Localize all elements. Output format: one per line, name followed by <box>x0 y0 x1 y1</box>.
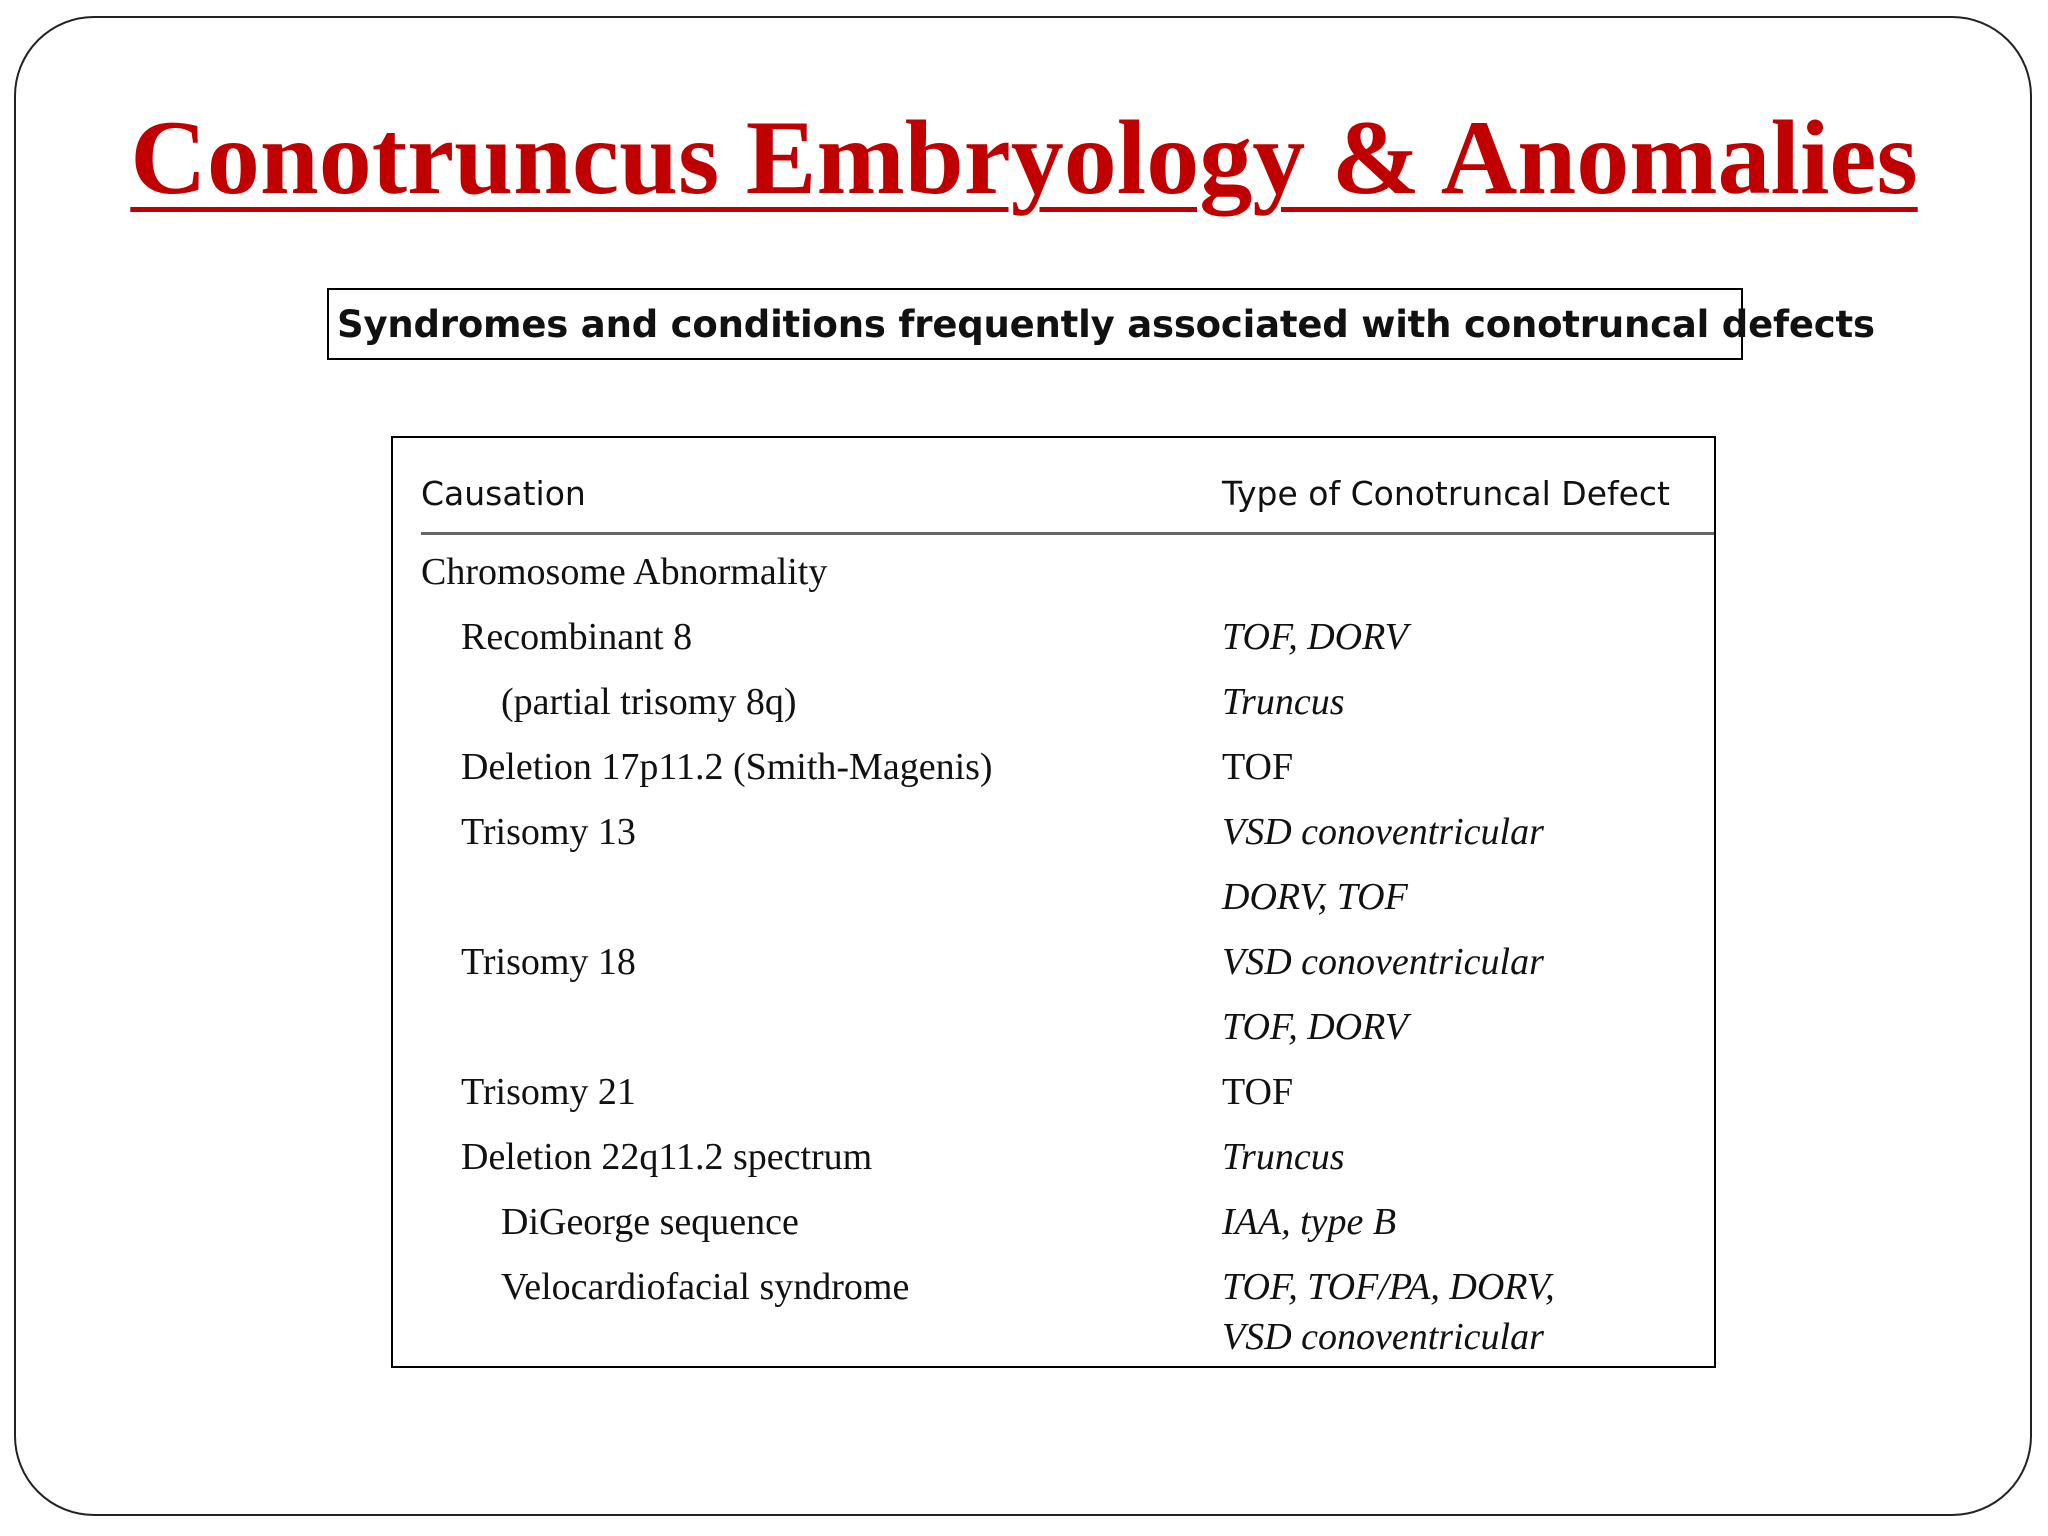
causation-cell: DiGeorge sequence <box>501 1201 799 1243</box>
column-header-causation: Causation <box>421 474 586 513</box>
defect-cell: TOF, TOF/PA, DORV, <box>1222 1266 1555 1308</box>
defect-cell: TOF, DORV <box>1222 1006 1408 1048</box>
slide-title: Conotruncus Embryology & Anomalies <box>130 99 1918 216</box>
table-header-row <box>421 438 1714 535</box>
defect-cell: VSD conoventricular <box>1222 811 1544 853</box>
defect-cell: VSD conoventricular <box>1222 941 1544 983</box>
table-row <box>393 1135 1714 1195</box>
table-row <box>393 940 1714 1000</box>
table-caption: Syndromes and conditions frequently associated with conotruncal defects <box>337 302 1875 346</box>
defect-cell: DORV, TOF <box>1222 876 1408 918</box>
defect-cell: TOF <box>1222 746 1294 788</box>
causation-cell: Trisomy 21 <box>461 1071 636 1113</box>
causation-cell: Velocardiofacial syndrome <box>501 1266 910 1308</box>
causation-cell: Trisomy 13 <box>461 811 636 853</box>
defect-cell: TOF, DORV <box>1222 616 1408 658</box>
table-row <box>393 615 1714 675</box>
table-row <box>393 745 1714 805</box>
table-row <box>393 1070 1714 1130</box>
causation-cell: Deletion 22q11.2 spectrum <box>461 1136 873 1178</box>
defect-cell: VSD conoventricular <box>1222 1316 1544 1358</box>
table-row <box>393 550 1714 610</box>
column-header-defect-type: Type of Conotruncal Defect <box>1222 474 1670 513</box>
table-row <box>393 810 1714 870</box>
causation-cell: Trisomy 18 <box>461 941 636 983</box>
causation-cell: (partial trisomy 8q) <box>501 681 797 723</box>
causation-cell: Recombinant 8 <box>461 616 693 658</box>
table-row <box>393 875 1714 935</box>
table-row <box>393 1200 1714 1260</box>
defect-cell: Truncus <box>1222 681 1345 723</box>
syndromes-table <box>391 436 1716 1368</box>
table-row <box>393 1315 1714 1375</box>
table-row <box>393 1005 1714 1065</box>
causation-cell: Chromosome Abnormality <box>421 551 828 593</box>
table-caption-box <box>327 288 1875 360</box>
causation-cell: Deletion 17p11.2 (Smith-Magenis) <box>461 746 993 788</box>
defect-cell: IAA, type B <box>1222 1201 1397 1243</box>
defect-cell: TOF <box>1222 1071 1294 1113</box>
table-row <box>393 680 1714 740</box>
defect-cell: Truncus <box>1222 1136 1345 1178</box>
